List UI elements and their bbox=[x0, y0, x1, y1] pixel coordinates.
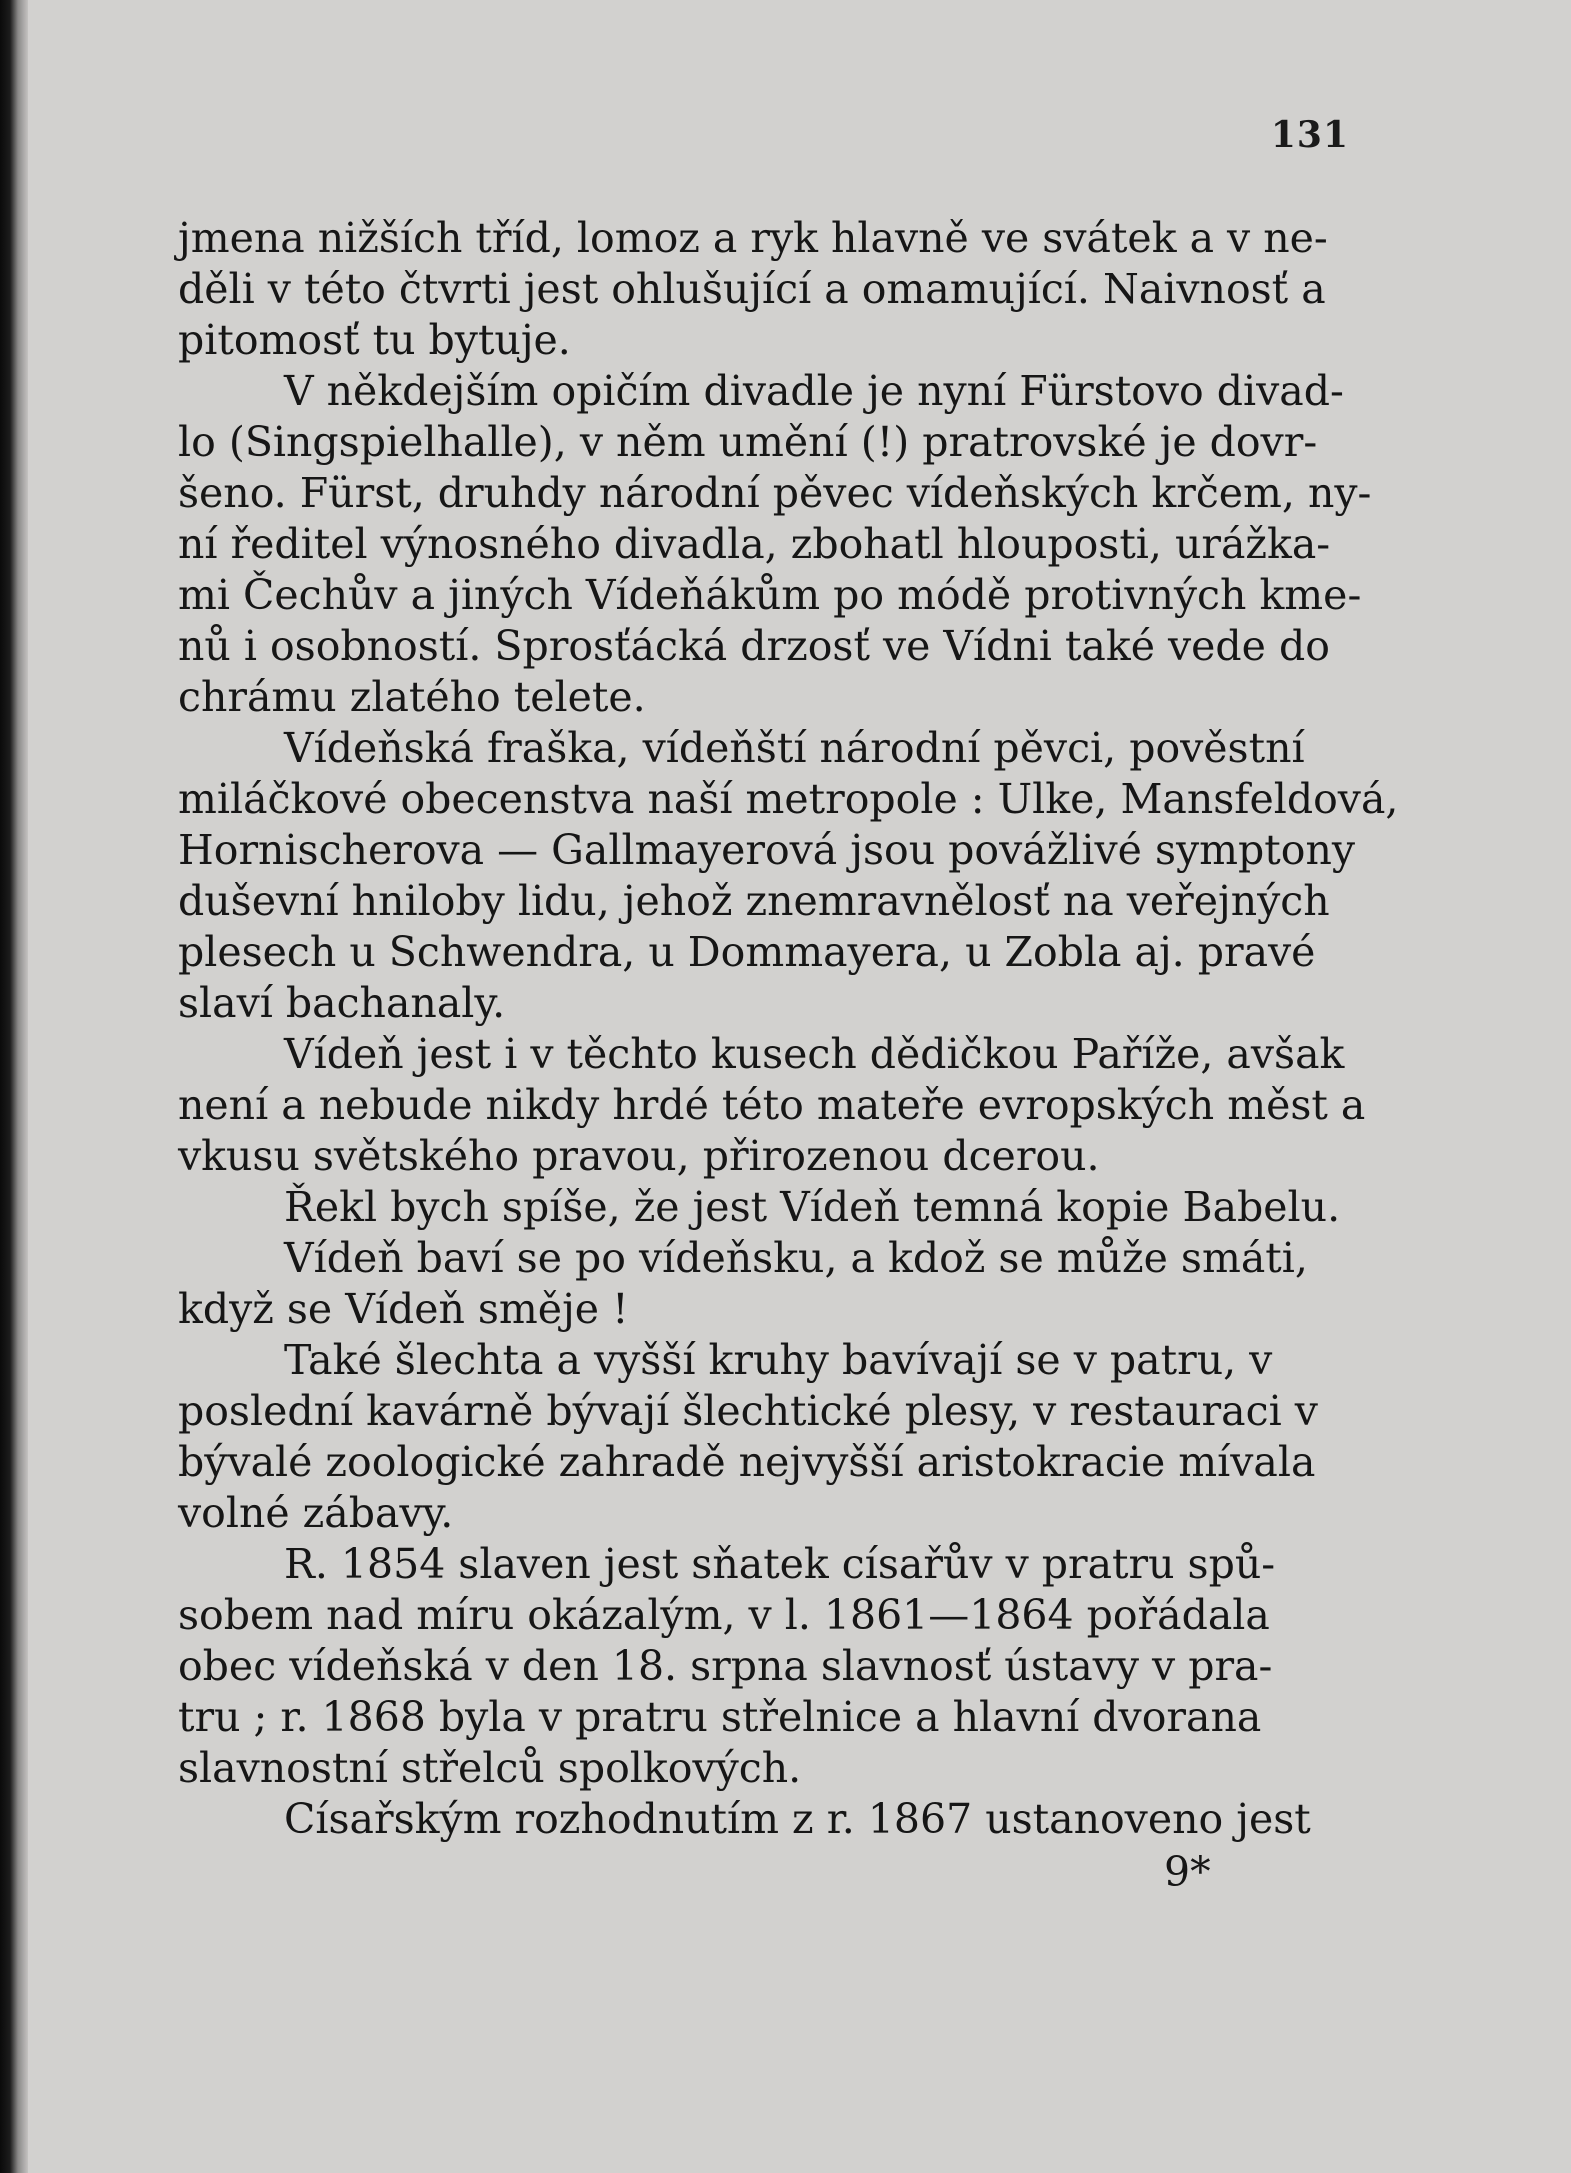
text-line: tru ; r. 1868 byla v pratru střelnice a hlavní dvorana bbox=[178, 1693, 1262, 1741]
text-line: poslední kavárně bývají šlechtické plesy, v restauraci v bbox=[178, 1387, 1318, 1435]
text-line: není a nebude nikdy hrdé této mateře evropských měst a bbox=[178, 1081, 1366, 1129]
text-line: R. 1854 slaven jest sňatek císařův v pratru spů- bbox=[284, 1540, 1276, 1588]
text-line: sobem nad míru okázalým, v l. 1861—1864 pořádala bbox=[178, 1591, 1270, 1639]
text-line: lo (Singspielhalle), v něm umění (!) pratrovské je dovr- bbox=[178, 418, 1318, 466]
body-text bbox=[178, 213, 1399, 1898]
text-line: obec vídeňská v den 18. srpna slavnosť ústavy v pra- bbox=[178, 1642, 1273, 1690]
text-line: ní ředitel výnosného divadla, zbohatl hlouposti, urážka- bbox=[178, 520, 1331, 568]
text-line: mi Čechův a jiných Vídeňákům po módě protivných kme- bbox=[178, 571, 1362, 619]
text-line: když se Vídeň směje ! bbox=[178, 1285, 629, 1333]
text-line: volné zábavy. bbox=[178, 1489, 454, 1537]
text-line: jmena nižších tříd, lomoz a ryk hlavně ve svátek a v ne- bbox=[178, 214, 1328, 262]
text-line: Vídeň baví se po vídeňsku, a kdož se může smáti, bbox=[284, 1234, 1308, 1282]
page-spine-shadow bbox=[0, 0, 28, 2173]
text-line: pitomosť tu bytuje. bbox=[178, 316, 571, 364]
text-line: šeno. Fürst, druhdy národní pěvec vídeňských krčem, ny- bbox=[178, 469, 1372, 517]
text-line: slaví bachanaly. bbox=[178, 979, 506, 1027]
text-line: Vídeň jest i v těchto kusech dědičkou Paříže, avšak bbox=[284, 1030, 1345, 1078]
text-line: slavnostní střelců spolkových. bbox=[178, 1744, 802, 1792]
text-line: děli v této čtvrti jest ohlušující a omamující. Naivnosť a bbox=[178, 265, 1326, 313]
signature-mark: 9* bbox=[1164, 1848, 1211, 1896]
text-line: Řekl bych spíše, že jest Vídeň temná kopie Babelu. bbox=[284, 1183, 1341, 1231]
text-line: Také šlechta a vyšší kruhy bavívají se v patru, v bbox=[284, 1336, 1273, 1384]
text-line: vkusu světského pravou, přirozenou dcerou. bbox=[178, 1132, 1100, 1180]
text-line: Hornischerova — Gallmayerová jsou povážlivé symptony bbox=[178, 826, 1356, 874]
text-line: V někdejším opičím divadle je nyní Fürstovo divad- bbox=[284, 367, 1344, 415]
text-line: Vídeňská fraška, vídeňští národní pěvci, pověstní bbox=[284, 724, 1305, 772]
text-line: miláčkové obecenstva naší metropole : Ulke, Mansfeldová, bbox=[178, 775, 1399, 823]
text-line: chrámu zlatého telete. bbox=[178, 673, 646, 721]
text-line: duševní hniloby lidu, jehož znemravnělosť na veřejných bbox=[178, 877, 1330, 925]
text-line: Císařským rozhodnutím z r. 1867 ustanoveno jest bbox=[284, 1795, 1311, 1843]
page-number: 131 bbox=[1270, 114, 1349, 156]
text-line: bývalé zoologické zahradě nejvyšší aristokracie mívala bbox=[178, 1438, 1316, 1486]
text-line: plesech u Schwendra, u Dommayera, u Zobla aj. pravé bbox=[178, 928, 1316, 976]
text-line: nů i osobností. Sprosťácká drzosť ve Vídni také vede do bbox=[178, 622, 1330, 670]
